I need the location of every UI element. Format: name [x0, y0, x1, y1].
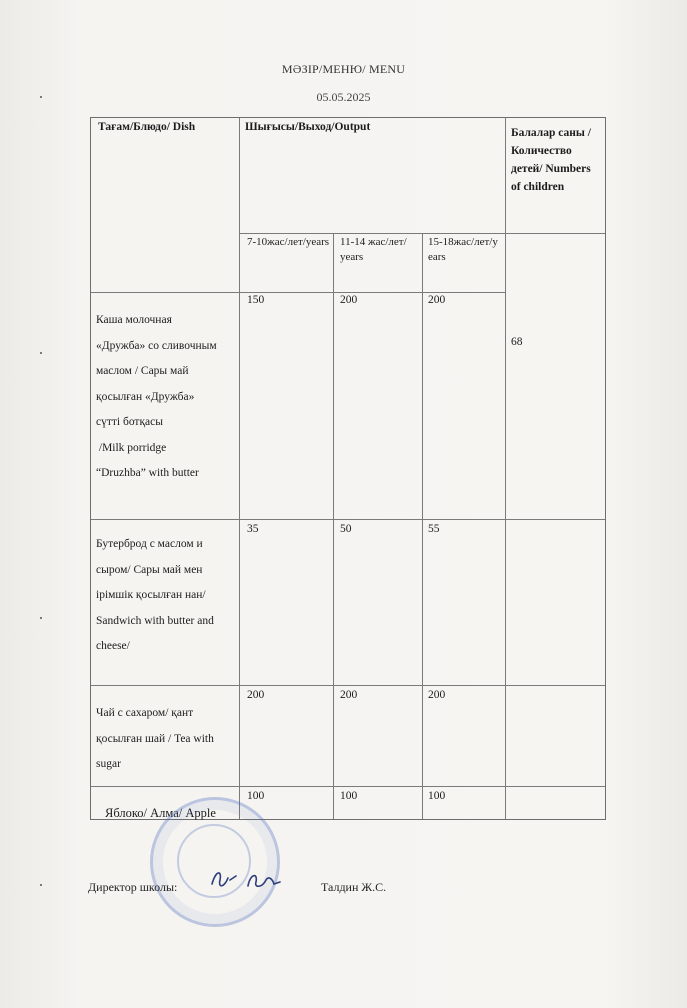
dish-tea: Чай с сахаром/ қант қосылған шай / Tea with sugar	[96, 707, 214, 770]
scan-dot	[40, 617, 42, 619]
menu-date: 05.05.2025	[316, 90, 371, 104]
age-group-7-10: 7-10жас/лет/years	[247, 236, 330, 248]
row4-value-7-10: 100	[247, 790, 265, 802]
director-label: Директор школы:	[88, 880, 178, 894]
row1-value-11-14: 200	[340, 294, 358, 306]
dish-apple: Яблоко/ Алма/ Apple	[105, 806, 216, 820]
header-children: Балалар саны /Количество детей/ Numbers of children	[511, 127, 591, 193]
row3-value-15-18: 200	[428, 689, 446, 701]
director-name: Талдин Ж.С.	[321, 880, 387, 894]
page-title: МӘЗІР/МЕНЮ/ MENU	[281, 62, 406, 76]
row1-value-7-10: 150	[247, 294, 265, 306]
row4-value-15-18: 100	[428, 790, 446, 802]
row2-value-15-18: 55	[428, 523, 440, 535]
menu-table	[90, 117, 606, 820]
dish-sandwich: Бутерброд с маслом и сыром/ Сары май мен ірімшік қосылған нан/ Sandwich with butter and cheese/	[96, 538, 214, 652]
signature	[208, 866, 288, 896]
row3-value-11-14: 200	[340, 689, 358, 701]
official-stamp	[150, 797, 280, 927]
row4-value-11-14: 100	[340, 790, 358, 802]
col-divider	[505, 118, 506, 819]
col-divider	[333, 233, 334, 819]
scan-dot	[40, 884, 42, 886]
row2-value-11-14: 50	[340, 523, 352, 535]
age-group-11-14: 11-14 жас/лет/ years	[340, 236, 407, 263]
dish-porridge: Каша молочная «Дружба» со сливочным маслом / Сары май қосылған «Дружба» сүтті ботқасы /Milk porridge “Druzhba” with butter	[96, 314, 217, 479]
scan-dot	[40, 96, 42, 98]
row3-value-7-10: 200	[247, 689, 265, 701]
scan-dot	[40, 352, 42, 354]
row2-value-7-10: 35	[247, 523, 259, 535]
header-output: Шығысы/Выход/Output	[245, 121, 371, 133]
col-divider	[422, 233, 423, 819]
header-dish: Тағам/Блюдо/ Dish	[98, 121, 196, 133]
children-count: 68	[511, 336, 523, 348]
row-divider	[239, 233, 605, 234]
age-group-15-18: 15-18жас/лет/years	[428, 236, 498, 263]
row1-value-15-18: 200	[428, 294, 446, 306]
